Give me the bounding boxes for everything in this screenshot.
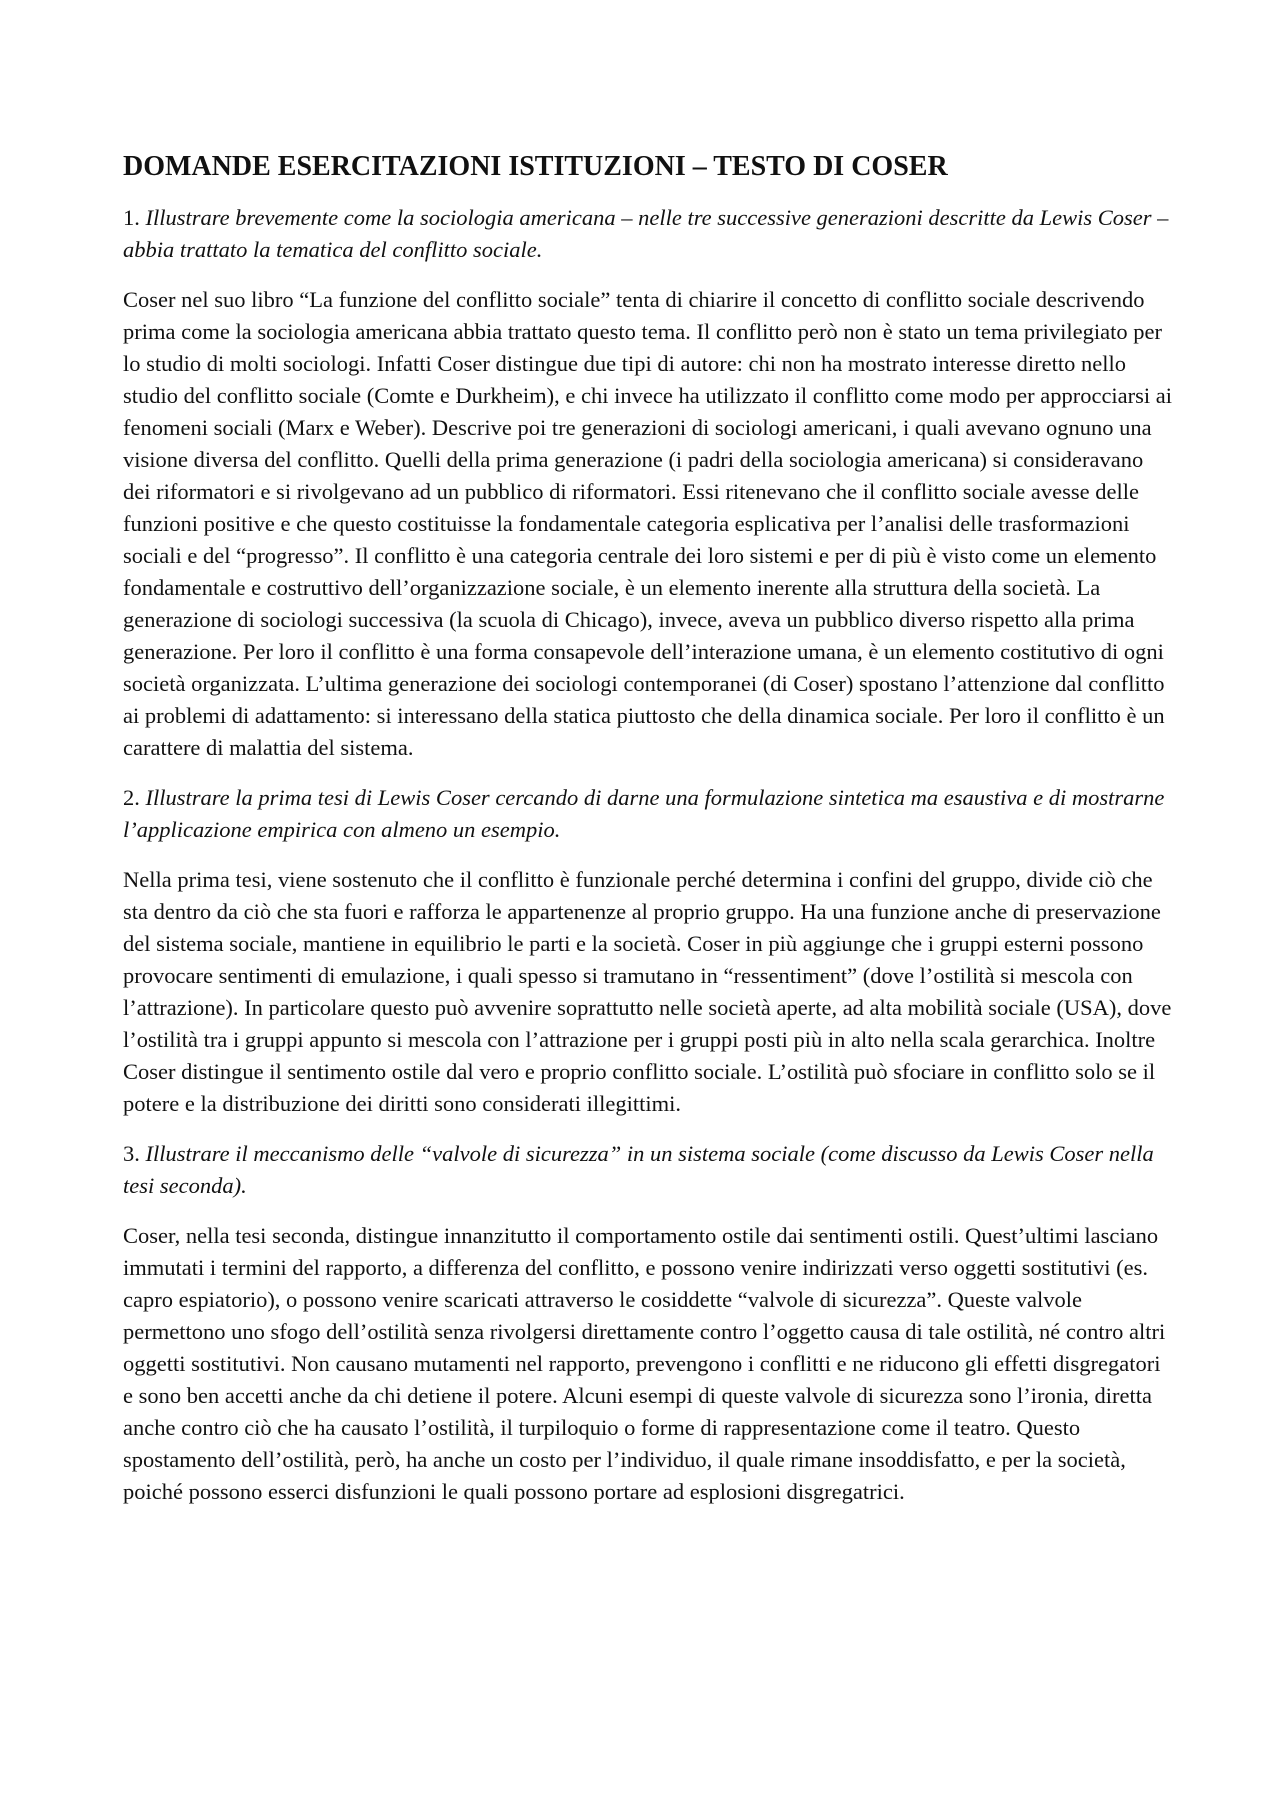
answer-2: Nella prima tesi, viene sostenuto che il conflitto è funzionale perché determina i confini del gruppo, divide ciò che sta dentro da ciò che sta fuori e rafforza le appartenenze al proprio gruppo. Ha una funzione anche di preservazione del sistema sociale, mantiene in equilibrio le parti e la società. Coser in più aggiunge che i gruppi esterni possono provocare sentimenti di emulazione, i quali spesso si tramutano in “ressentiment” (dove l’ostilità si mescola con l’attrazione). In particolare questo può avvenire soprattutto nelle società aperte, ad alta mobilità sociale (USA), dove l’ostilità tra i gruppi appunto si mescola con l’attrazione per i gruppi posti più in alto nella scala gerarchica. Inoltre Coser distingue il sentimento ostile dal vero e proprio conflitto sociale. L’ostilità può sfociare in conflitto solo se il potere e la distribuzione dei diritti sono considerati illegittimi. <box>123 867 1172 1116</box>
question-text: Illustrare la prima tesi di Lewis Coser cercando di darne una formulazione sintetica ma esaustiva e di mostrarne l’applicazione empirica con almeno un esempio. <box>123 785 1165 842</box>
document-title: DOMANDE ESERCITAZIONI ISTITUZIONI – TESTO DI COSER <box>123 151 948 182</box>
answer-3: Coser, nella tesi seconda, distingue innanzitutto il comportamento ostile dai sentimenti ostili. Quest’ultimi lasciano immutati i termini del rapporto, a differenza del conflitto, e possono venire indirizzati verso oggetti sostitutivi (es. capro espiatorio), o possono venire scaricati attraverso le cosiddette “valvole di sicurezza”. Queste valvole permettono uno sfogo dell’ostilità senza rivolgersi direttamente contro l’oggetto causa di tale ostilità, né contro altri oggetti sostitutivi. Non causano mutamenti nel rapporto, prevengono i conflitti e ne riducono gli effetti disgregatori e sono ben accetti anche da chi detiene il potere. Alcuni esempi di queste valvole di sicurezza sono l’ironia, diretta anche contro ciò che ha causato l’ostilità, il turpiloquio o forme di rappresentazione come il teatro. Questo spostamento dell’ostilità, però, ha anche un costo per l’individuo, il quale rimane insoddisfatto, e per la società, poiché possono esserci disfunzioni le quali possono portare ad esplosioni disgregatrici. <box>123 1223 1166 1504</box>
question-1 <box>123 202 1173 266</box>
answer-1: Coser nel suo libro “La funzione del conflitto sociale” tenta di chiarire il concetto di conflitto sociale descrivendo prima come la sociologia americana abbia trattato questo tema. Il conflitto però non è stato un tema privilegiato per lo studio di molti sociologi. Infatti Coser distingue due tipi di autore: chi non ha mostrato interesse diretto nello studio del conflitto sociale (Comte e Durkheim), e chi invece ha utilizzato il conflitto come modo per approcciarsi ai fenomeni sociali (Marx e Weber). Descrive poi tre generazioni di sociologi americani, i quali avevano ognuno una visione diversa del conflitto. Quelli della prima generazione (i padri della sociologia americana) si consideravano dei riformatori e si rivolgevano ad un pubblico di riformatori. Essi ritenevano che il conflitto sociale avesse delle funzioni positive e che questo costituisse la fondamentale categoria esplicativa per l’analisi delle trasformazioni sociali e del “progresso”. Il conflitto è una categoria centrale dei loro sistemi e per di più è visto come un elemento fondamentale e costruttivo dell’organizzazione sociale, è un elemento inerente alla struttura della società. La generazione di sociologi successiva (la scuola di Chicago), invece, aveva un pubblico diverso rispetto alla prima generazione. Per loro il conflitto è una forma consapevole dell’interazione umana, è un elemento costitutivo di ogni società organizzata. L’ultima generazione dei sociologi contemporanei (di Coser) spostano l’attenzione dal conflitto ai problemi di adattamento: si interessano della statica piuttosto che della dinamica sociale. Per loro il conflitto è un carattere di malattia del sistema. <box>123 287 1173 760</box>
question-2 <box>123 782 1173 846</box>
question-text: Illustrare il meccanismo delle “valvole di sicurezza” in un sistema sociale (come discusso da Lewis Coser nella tesi seconda). <box>123 1141 1154 1198</box>
question-number: 1. <box>123 205 140 230</box>
document-page <box>123 150 1173 1526</box>
question-3 <box>123 1138 1173 1202</box>
question-text: Illustrare brevemente come la sociologia americana – nelle tre successive generazioni descritte da Lewis Coser – abbia trattato la tematica del conflitto sociale. <box>123 205 1169 262</box>
question-number: 3. <box>123 1141 140 1166</box>
question-number: 2. <box>123 785 140 810</box>
